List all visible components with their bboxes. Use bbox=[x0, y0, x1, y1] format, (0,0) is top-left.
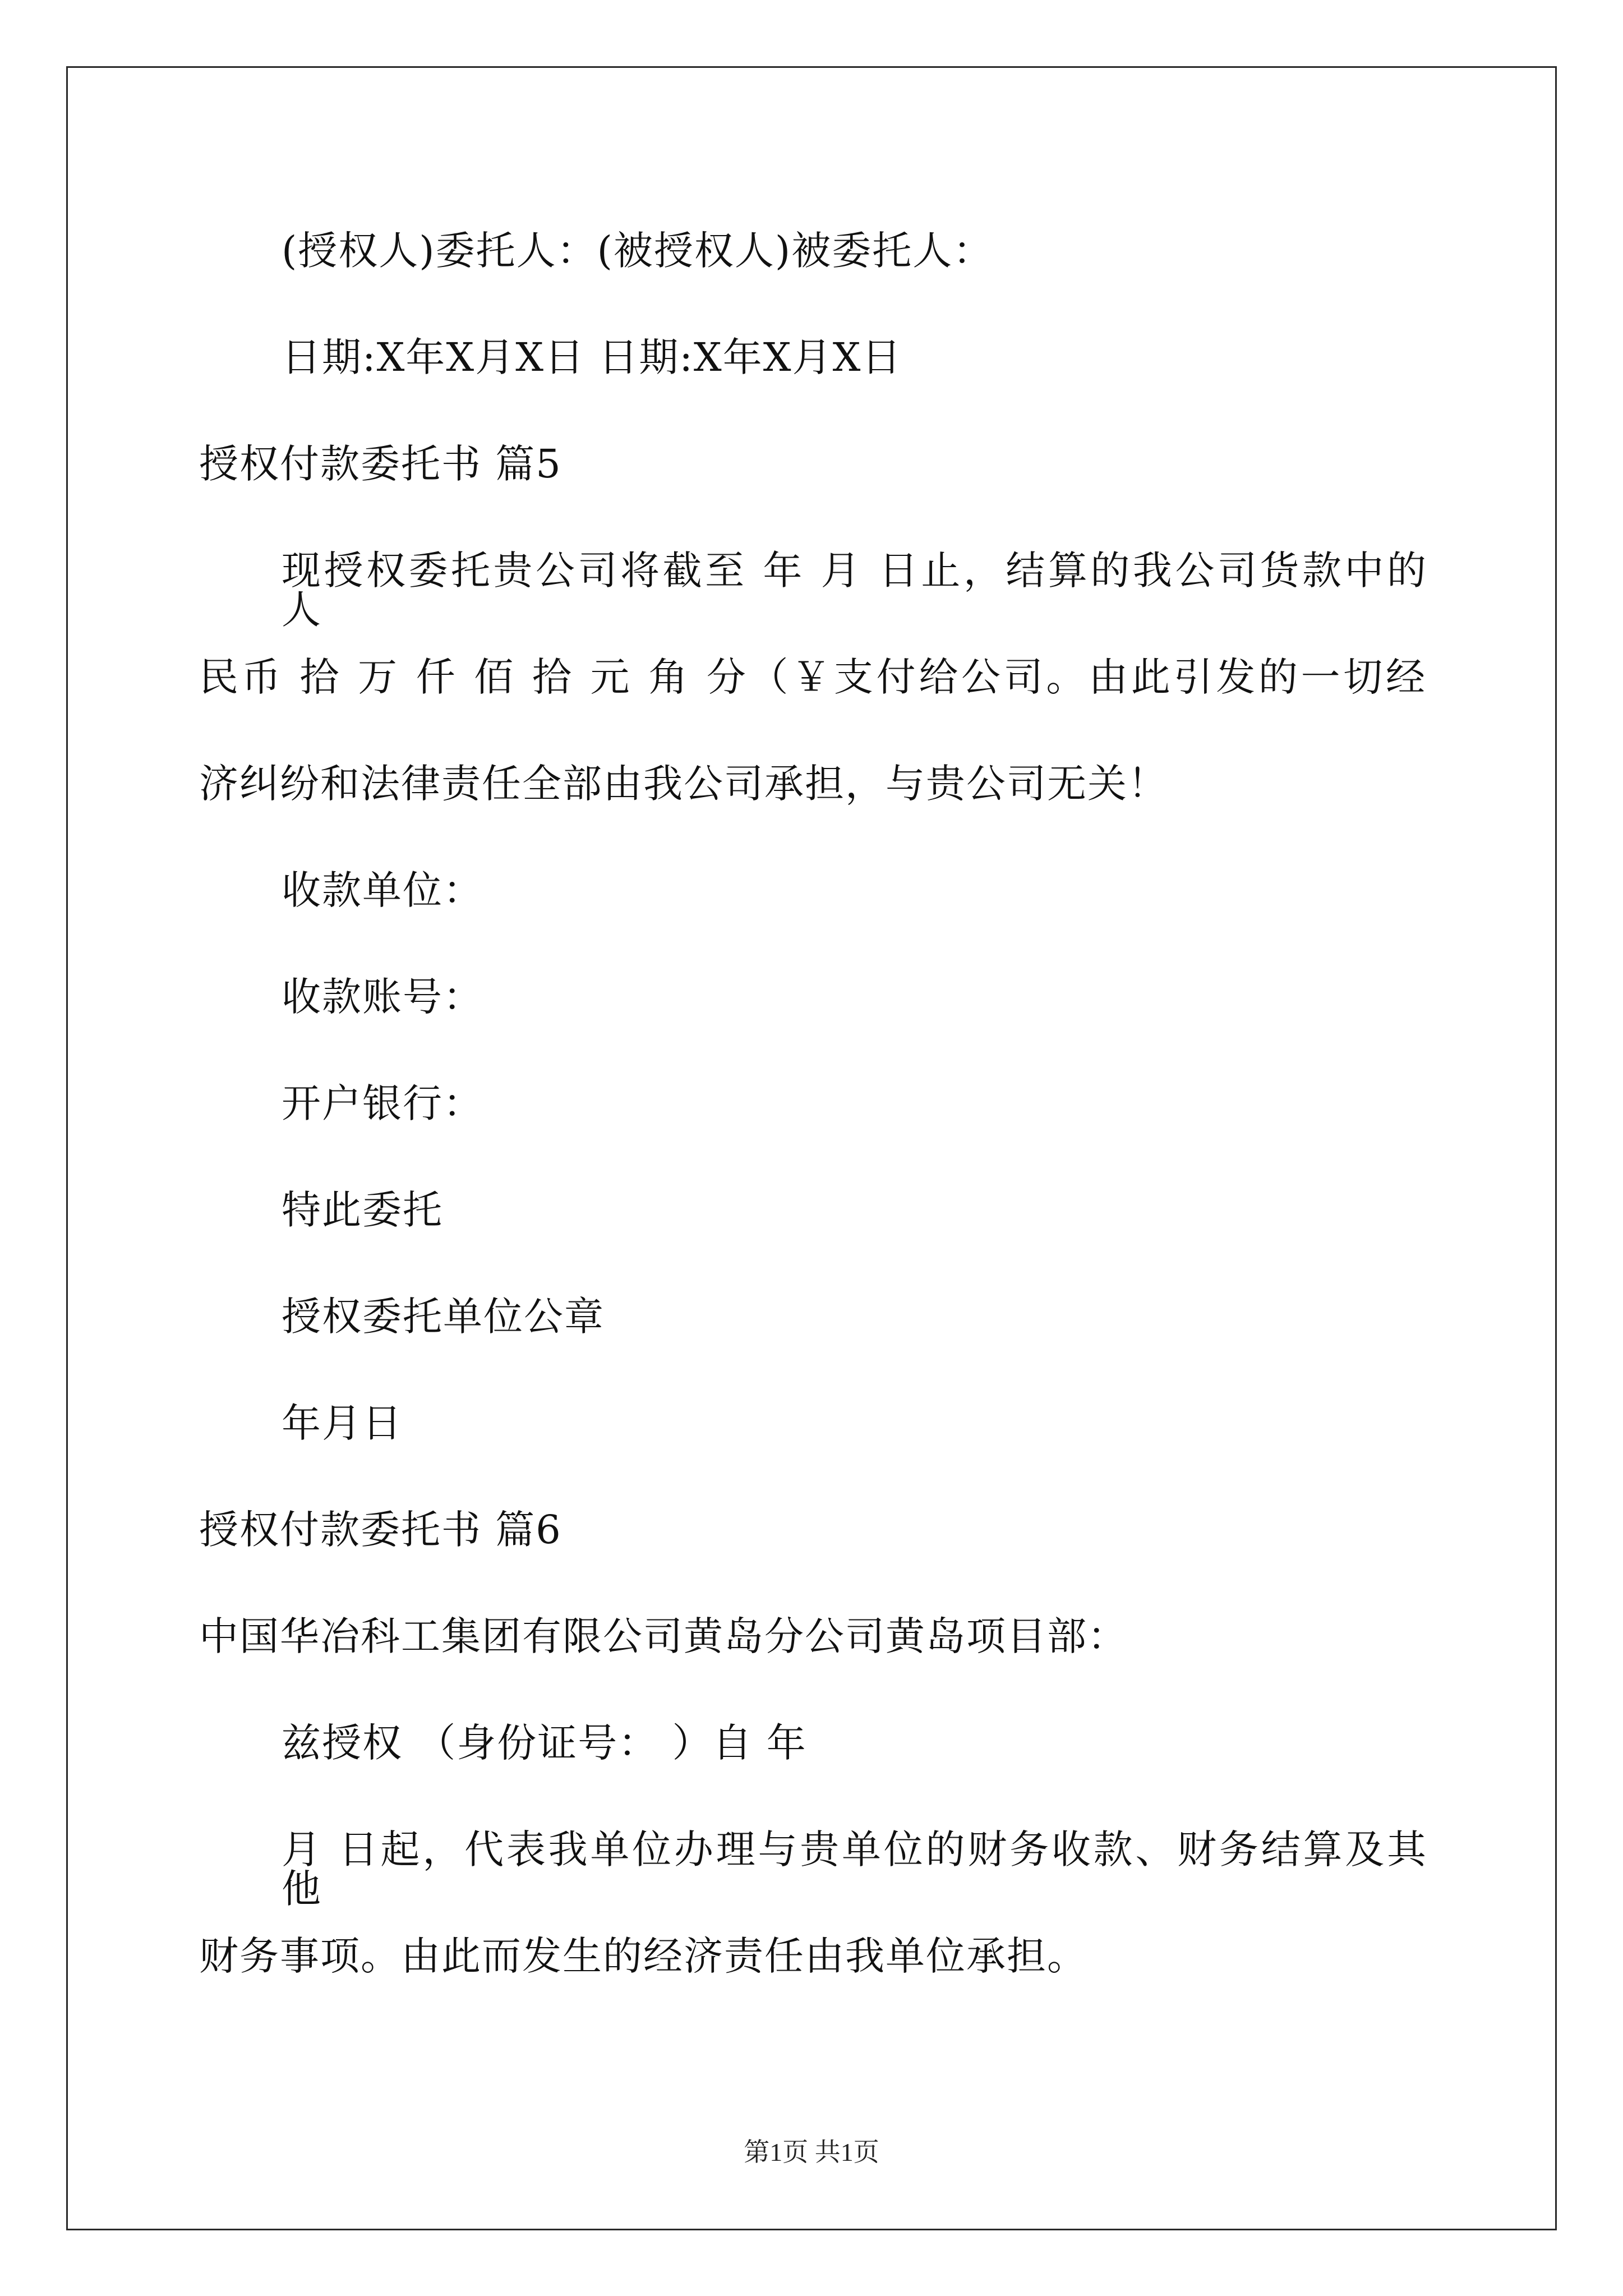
paragraph-line: 财务事项。由此而发生的经济责任由我单位承担。 bbox=[199, 1933, 1087, 1979]
bank-label: 开户银行： bbox=[282, 1080, 483, 1126]
seal-line: 授权委托单位公章 bbox=[282, 1294, 605, 1340]
paragraph-line: 现授权委托贵公司将截至 年 月 日止，结算的我公司货款中的人 bbox=[282, 547, 1428, 633]
paragraph-line: 月 日起，代表我单位办理与贵单位的财务收款、财务结算及其他 bbox=[282, 1826, 1428, 1912]
closing-line: 特此委托 bbox=[282, 1187, 443, 1233]
date-placeholder: 年月日 bbox=[282, 1400, 403, 1446]
paragraph-line: 兹授权 （身份证号： ）自 年 bbox=[282, 1720, 807, 1766]
principal-agent-line: (授权人)委托人：(被授权人)被委托人： bbox=[282, 228, 994, 274]
page-footer: 第1页 共1页 bbox=[744, 2138, 879, 2166]
date-line: 日期:X年X月X日 日期:X年X月X日 bbox=[282, 334, 902, 380]
paragraph-line: 民币 拾 万 仟 佰 拾 元 角 分（￥支付给公司。由此引发的一切经 bbox=[199, 654, 1427, 700]
section-heading-6: 授权付款委托书 篇6 bbox=[199, 1507, 562, 1553]
section-heading-5: 授权付款委托书 篇5 bbox=[199, 441, 562, 487]
payee-unit-label: 收款单位： bbox=[282, 867, 483, 913]
addressee-line: 中国华冶科工集团有限公司黄岛分公司黄岛项目部： bbox=[199, 1613, 1128, 1659]
payee-account-label: 收款账号： bbox=[282, 974, 483, 1020]
paragraph-line: 济纠纷和法律责任全部由我公司承担，与贵公司无关！ bbox=[199, 761, 1168, 807]
